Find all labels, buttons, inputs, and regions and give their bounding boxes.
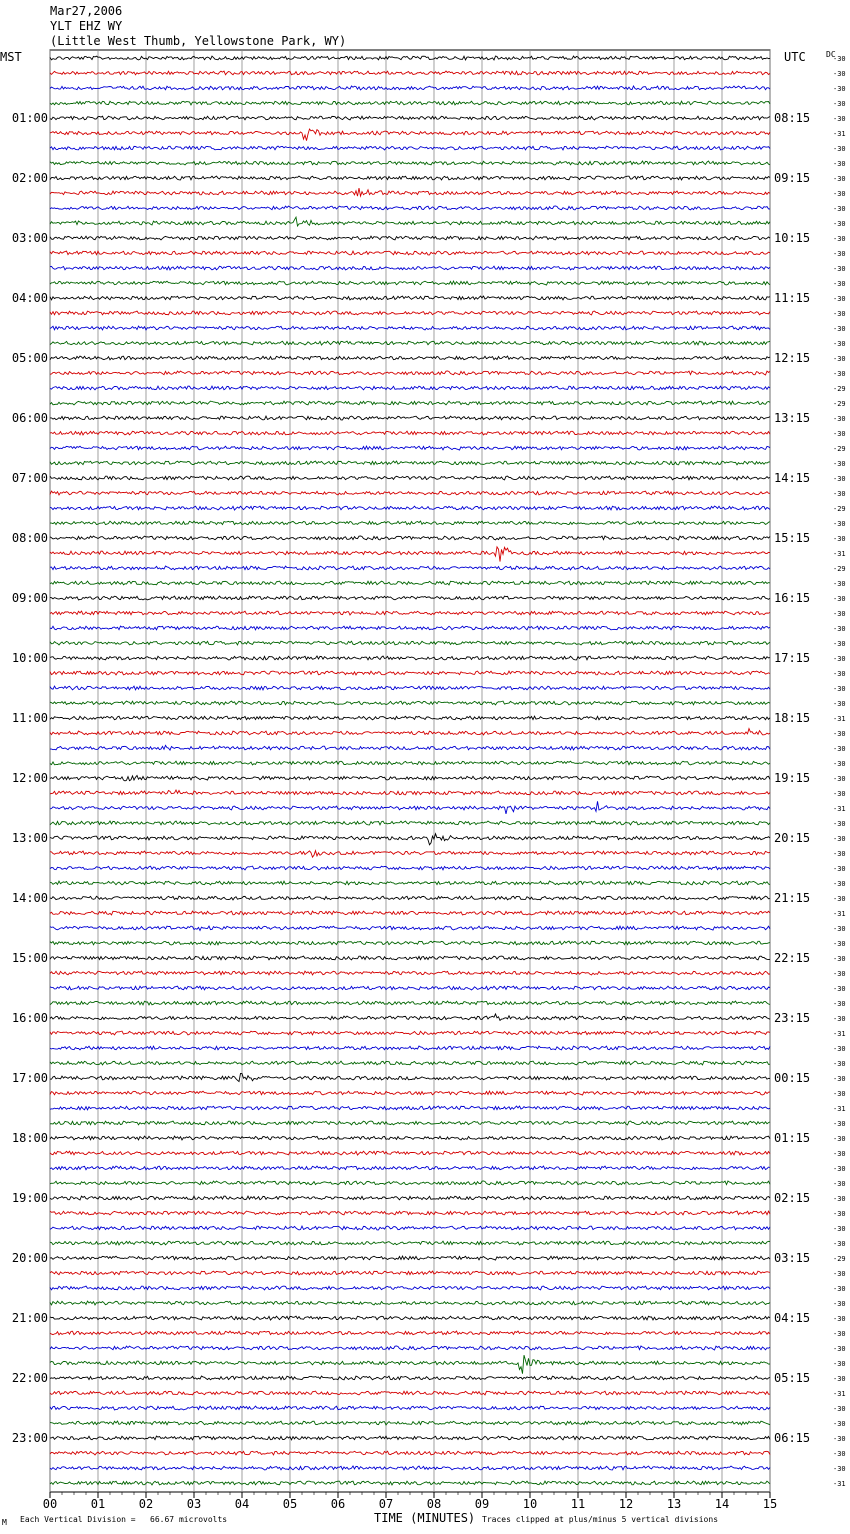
- trace-row: [50, 446, 770, 450]
- trace-row: [50, 1256, 770, 1260]
- trace-row: [50, 206, 770, 210]
- trace-row: [50, 581, 770, 585]
- hour-label-left: 20:00: [11, 1251, 48, 1265]
- trace-row: [50, 1391, 770, 1395]
- hour-label-right: 12:15: [774, 351, 811, 365]
- trace-row: [50, 1436, 770, 1440]
- trace-row: [50, 596, 770, 600]
- trace-row: [50, 566, 770, 570]
- x-tick-label: 08: [426, 1497, 442, 1511]
- dc-label: DC: [826, 50, 836, 59]
- trace-row: [50, 386, 770, 390]
- dc-offset-label: -30: [833, 1285, 846, 1293]
- dc-offset-label: -30: [833, 745, 846, 753]
- trace-row: [50, 1241, 770, 1245]
- dc-offset-label: -30: [833, 1405, 846, 1413]
- dc-offset-label: -30: [833, 340, 846, 348]
- dc-offset-label: -29: [833, 505, 846, 513]
- dc-offset-label: -30: [833, 415, 846, 423]
- dc-offset-label: -30: [833, 1270, 846, 1278]
- hour-label-left: 21:00: [11, 1311, 48, 1325]
- trace-row: [50, 1466, 770, 1470]
- trace-row: [50, 1136, 770, 1140]
- dc-offset-label: -30: [833, 250, 846, 258]
- x-tick-label: 13: [666, 1497, 682, 1511]
- dc-offset-label: -30: [833, 700, 846, 708]
- trace-row: [50, 1001, 770, 1005]
- date-label: Mar27,2006: [50, 4, 123, 18]
- dc-offset-label: -30: [833, 205, 846, 213]
- trace-row: [50, 1211, 770, 1215]
- hour-label-right: 04:15: [774, 1311, 811, 1325]
- hour-label-left: 15:00: [11, 951, 48, 965]
- hour-label-left: 18:00: [11, 1131, 48, 1145]
- hour-label-left: 23:00: [11, 1431, 48, 1445]
- trace-row: [50, 1196, 770, 1200]
- trace-row: [50, 801, 770, 814]
- trace-row: [50, 71, 770, 75]
- hour-label-right: 23:15: [774, 1011, 811, 1025]
- trace-row: [50, 506, 770, 510]
- dc-offset-label: -30: [833, 580, 846, 588]
- trace-row: [50, 1061, 770, 1065]
- dc-offset-label: -30: [833, 1000, 846, 1008]
- trace-row: [50, 461, 770, 465]
- trace-row: [50, 1151, 770, 1155]
- trace-row: [50, 1355, 770, 1374]
- dc-offset-label: -30: [833, 1435, 846, 1443]
- hour-label-right: 13:15: [774, 411, 811, 425]
- trace-row: [50, 926, 770, 930]
- left-timezone-label: MST: [0, 50, 22, 64]
- trace-row: [50, 161, 770, 165]
- dc-offset-label: -30: [833, 535, 846, 543]
- dc-offset-label: -30: [833, 1225, 846, 1233]
- dc-offset-label: -31: [833, 1105, 846, 1113]
- location-label: (Little West Thumb, Yellowstone Park, WY): [50, 34, 347, 48]
- hour-label-left: 03:00: [11, 231, 48, 245]
- trace-row: [50, 1166, 770, 1170]
- trace-row: [50, 188, 770, 196]
- x-tick-label: 00: [42, 1497, 58, 1511]
- hour-label-left: 02:00: [11, 171, 48, 185]
- trace-row: [50, 547, 770, 562]
- dc-offset-label: -30: [833, 985, 846, 993]
- x-tick-label: 14: [714, 1497, 730, 1511]
- dc-offset-label: -30: [833, 1015, 846, 1023]
- trace-row: [50, 776, 770, 781]
- trace-row: [50, 146, 770, 150]
- hour-label-left: 08:00: [11, 531, 48, 545]
- dc-offset-label: -30: [833, 1075, 846, 1083]
- dc-offset-label: -30: [833, 1165, 846, 1173]
- dc-offset-label: -31: [833, 1480, 846, 1488]
- trace-row: [50, 790, 770, 795]
- dc-offset-label: -30: [833, 955, 846, 963]
- hour-label-right: 19:15: [774, 771, 811, 785]
- hour-label-right: 03:15: [774, 1251, 811, 1265]
- dc-offset-label: -30: [833, 1465, 846, 1473]
- hour-label-left: 13:00: [11, 831, 48, 845]
- x-tick-label: 15: [762, 1497, 778, 1511]
- dc-offset-label: -31: [833, 805, 846, 813]
- trace-row: [50, 881, 770, 885]
- trace-row: [50, 1286, 770, 1290]
- trace-row: [50, 416, 770, 420]
- hour-label-left: 17:00: [11, 1071, 48, 1085]
- x-tick-label: 10: [522, 1497, 538, 1511]
- dc-offset-label: -30: [833, 55, 846, 63]
- hour-label-left: 16:00: [11, 1011, 48, 1025]
- dc-offset-label: -30: [833, 1060, 846, 1068]
- clip-note: Traces clipped at plus/minus 5 vertical divisions: [482, 1515, 719, 1524]
- dc-offset-label: -30: [833, 1375, 846, 1383]
- hour-label-left: 11:00: [11, 711, 48, 725]
- dc-offset-label: -30: [833, 235, 846, 243]
- trace-row: [50, 521, 770, 525]
- dc-offset-label: -30: [833, 175, 846, 183]
- dc-offset-label: -30: [833, 310, 846, 318]
- dc-offset-label: -30: [833, 430, 846, 438]
- right-timezone-label: UTC: [784, 50, 806, 64]
- trace-row: [50, 971, 770, 975]
- trace-row: [50, 101, 770, 105]
- dc-offset-label: -30: [833, 970, 846, 978]
- dc-offset-label: -30: [833, 1180, 846, 1188]
- dc-offset-label: -29: [833, 1255, 846, 1263]
- trace-row: [50, 1316, 770, 1320]
- trace-row: [50, 116, 770, 120]
- corner-mark: M: [2, 1518, 7, 1527]
- trace-row: [50, 851, 770, 858]
- dc-offset-label: -30: [833, 265, 846, 273]
- dc-offset-label: -30: [833, 1420, 846, 1428]
- trace-row: [50, 1181, 770, 1185]
- x-tick-label: 07: [378, 1497, 394, 1511]
- dc-offset-label: -30: [833, 520, 846, 528]
- dc-offset-label: -30: [833, 85, 846, 93]
- trace-row: [50, 1014, 770, 1021]
- dc-offset-label: -30: [833, 1360, 846, 1368]
- dc-offset-label: -30: [833, 1120, 846, 1128]
- hour-label-right: 05:15: [774, 1371, 811, 1385]
- x-tick-label: 09: [474, 1497, 490, 1511]
- hour-label-right: 11:15: [774, 291, 811, 305]
- dc-offset-label: -30: [833, 610, 846, 618]
- dc-offset-label: -30: [833, 655, 846, 663]
- dc-offset-label: -30: [833, 685, 846, 693]
- hour-label-right: 08:15: [774, 111, 811, 125]
- hour-label-left: 04:00: [11, 291, 48, 305]
- dc-offset-label: -30: [833, 325, 846, 333]
- dc-offset-label: -31: [833, 910, 846, 918]
- dc-offset-label: -30: [833, 1330, 846, 1338]
- trace-row: [50, 296, 770, 300]
- trace-row: [50, 341, 770, 345]
- trace-row: [50, 1121, 770, 1125]
- dc-offset-label: -30: [833, 295, 846, 303]
- trace-row: [50, 729, 770, 735]
- dc-offset-label: -30: [833, 115, 846, 123]
- trace-row: [50, 129, 770, 141]
- trace-row: [50, 251, 770, 255]
- trace-row: [50, 536, 770, 540]
- trace-row: [50, 941, 770, 945]
- dc-offset-label: -30: [833, 70, 846, 78]
- trace-row: [50, 911, 770, 915]
- x-tick-label: 11: [570, 1497, 586, 1511]
- dc-offset-label: -30: [833, 355, 846, 363]
- trace-row: [50, 821, 770, 825]
- trace-row: [50, 1074, 770, 1082]
- trace-row: [50, 1091, 770, 1095]
- hour-label-right: 17:15: [774, 651, 811, 665]
- x-tick-label: 01: [90, 1497, 106, 1511]
- dc-offset-label: -30: [833, 1150, 846, 1158]
- dc-offset-label: -30: [833, 145, 846, 153]
- trace-row: [50, 986, 770, 990]
- dc-offset-label: -30: [833, 790, 846, 798]
- trace-row: [50, 1046, 770, 1050]
- hour-label-right: 18:15: [774, 711, 811, 725]
- dc-offset-label: -29: [833, 445, 846, 453]
- trace-row: [50, 956, 770, 960]
- trace-row: [50, 626, 770, 630]
- hour-label-right: 01:15: [774, 1131, 811, 1145]
- trace-row: [50, 1451, 770, 1455]
- dc-offset-label: -30: [833, 865, 846, 873]
- dc-offset-label: -30: [833, 1195, 846, 1203]
- dc-offset-label: -29: [833, 400, 846, 408]
- dc-offset-label: -31: [833, 550, 846, 558]
- dc-offset-label: -30: [833, 670, 846, 678]
- hour-label-right: 14:15: [774, 471, 811, 485]
- dc-offset-label: -30: [833, 1045, 846, 1053]
- trace-row: [50, 1421, 770, 1425]
- dc-offset-label: -30: [833, 940, 846, 948]
- trace-row: [50, 761, 770, 765]
- dc-offset-label: -30: [833, 220, 846, 228]
- hour-label-right: 16:15: [774, 591, 811, 605]
- dc-offset-label: -30: [833, 475, 846, 483]
- trace-row: [50, 1376, 770, 1380]
- hour-label-right: 20:15: [774, 831, 811, 845]
- trace-row: [50, 896, 770, 900]
- trace-row: [50, 866, 770, 870]
- x-tick-label: 02: [138, 1497, 154, 1511]
- dc-offset-label: -30: [833, 1240, 846, 1248]
- trace-row: [50, 716, 770, 720]
- hour-label-left: 14:00: [11, 891, 48, 905]
- hour-label-right: 10:15: [774, 231, 811, 245]
- hour-label-right: 02:15: [774, 1191, 811, 1205]
- dc-offset-label: -30: [833, 640, 846, 648]
- dc-offset-label: -30: [833, 460, 846, 468]
- trace-row: [50, 701, 770, 705]
- dc-offset-label: -30: [833, 280, 846, 288]
- dc-offset-label: -30: [833, 370, 846, 378]
- trace-row: [50, 1301, 770, 1305]
- dc-offset-label: -30: [833, 1300, 846, 1308]
- trace-row: [50, 311, 770, 315]
- trace-row: [50, 266, 770, 270]
- hour-label-right: 06:15: [774, 1431, 811, 1445]
- trace-row: [50, 326, 770, 330]
- hour-label-left: 06:00: [11, 411, 48, 425]
- x-tick-label: 06: [330, 1497, 346, 1511]
- x-tick-label: 12: [618, 1497, 634, 1511]
- trace-row: [50, 217, 770, 226]
- dc-offset-label: -30: [833, 775, 846, 783]
- trace-row: [50, 641, 770, 645]
- hour-label-right: 00:15: [774, 1071, 811, 1085]
- dc-offset-label: -30: [833, 760, 846, 768]
- trace-row: [50, 1226, 770, 1230]
- trace-row: [50, 1346, 770, 1350]
- dc-offset-label: -30: [833, 160, 846, 168]
- dc-offset-label: -30: [833, 595, 846, 603]
- dc-offset-label: -30: [833, 190, 846, 198]
- dc-offset-label: -30: [833, 895, 846, 903]
- hour-label-left: 07:00: [11, 471, 48, 485]
- trace-row: [50, 1481, 770, 1485]
- trace-row: [50, 431, 770, 435]
- hour-label-right: 22:15: [774, 951, 811, 965]
- hour-label-left: 12:00: [11, 771, 48, 785]
- trace-row: [50, 834, 770, 845]
- dc-offset-label: -29: [833, 565, 846, 573]
- trace-row: [50, 745, 770, 750]
- station-label: YLT EHZ WY: [50, 19, 123, 33]
- trace-row: [50, 1106, 770, 1110]
- dc-offset-label: -30: [833, 1135, 846, 1143]
- hour-label-left: 22:00: [11, 1371, 48, 1385]
- dc-offset-label: -30: [833, 835, 846, 843]
- dc-offset-label: -30: [833, 820, 846, 828]
- trace-row: [50, 611, 770, 615]
- dc-offset-label: -31: [833, 1390, 846, 1398]
- trace-row: [50, 86, 770, 90]
- dc-offset-label: -30: [833, 1450, 846, 1458]
- x-tick-label: 04: [234, 1497, 250, 1511]
- trace-row: [50, 401, 770, 405]
- scale-note: Each Vertical Division = 66.67 microvolts: [20, 1515, 228, 1524]
- hour-label-right: 09:15: [774, 171, 811, 185]
- dc-offset-label: -30: [833, 100, 846, 108]
- trace-row: [50, 476, 770, 480]
- x-tick-label: 03: [186, 1497, 202, 1511]
- trace-row: [50, 371, 770, 375]
- dc-offset-label: -30: [833, 625, 846, 633]
- dc-offset-label: -31: [833, 1030, 846, 1038]
- dc-offset-label: -30: [833, 1345, 846, 1353]
- x-tick-label: 05: [282, 1497, 298, 1511]
- dc-offset-label: -29: [833, 385, 846, 393]
- trace-row: [50, 656, 770, 660]
- x-axis-title: TIME (MINUTES): [374, 1511, 476, 1525]
- trace-row: [50, 236, 770, 240]
- dc-offset-label: -30: [833, 730, 846, 738]
- hour-label-left: 05:00: [11, 351, 48, 365]
- dc-offset-label: -30: [833, 1210, 846, 1218]
- trace-row: [50, 1331, 770, 1335]
- hour-label-left: 19:00: [11, 1191, 48, 1205]
- hour-label-right: 21:15: [774, 891, 811, 905]
- dc-offset-label: -30: [833, 925, 846, 933]
- hour-label-right: 15:15: [774, 531, 811, 545]
- trace-row: [50, 356, 770, 360]
- hour-label-left: 10:00: [11, 651, 48, 665]
- trace-row: [50, 1271, 770, 1275]
- trace-row: [50, 176, 770, 180]
- trace-row: [50, 491, 770, 495]
- dc-offset-label: -30: [833, 850, 846, 858]
- dc-offset-label: -30: [833, 1090, 846, 1098]
- hour-label-left: 01:00: [11, 111, 48, 125]
- trace-row: [50, 56, 770, 60]
- trace-row: [50, 281, 770, 285]
- hour-label-left: 09:00: [11, 591, 48, 605]
- dc-offset-label: -30: [833, 1315, 846, 1323]
- trace-row: [50, 1031, 770, 1035]
- dc-offset-label: -31: [833, 130, 846, 138]
- trace-row: [50, 686, 770, 690]
- dc-offset-label: -30: [833, 490, 846, 498]
- trace-row: [50, 1406, 770, 1410]
- dc-offset-label: -30: [833, 880, 846, 888]
- trace-row: [50, 671, 770, 675]
- dc-offset-label: -31: [833, 715, 846, 723]
